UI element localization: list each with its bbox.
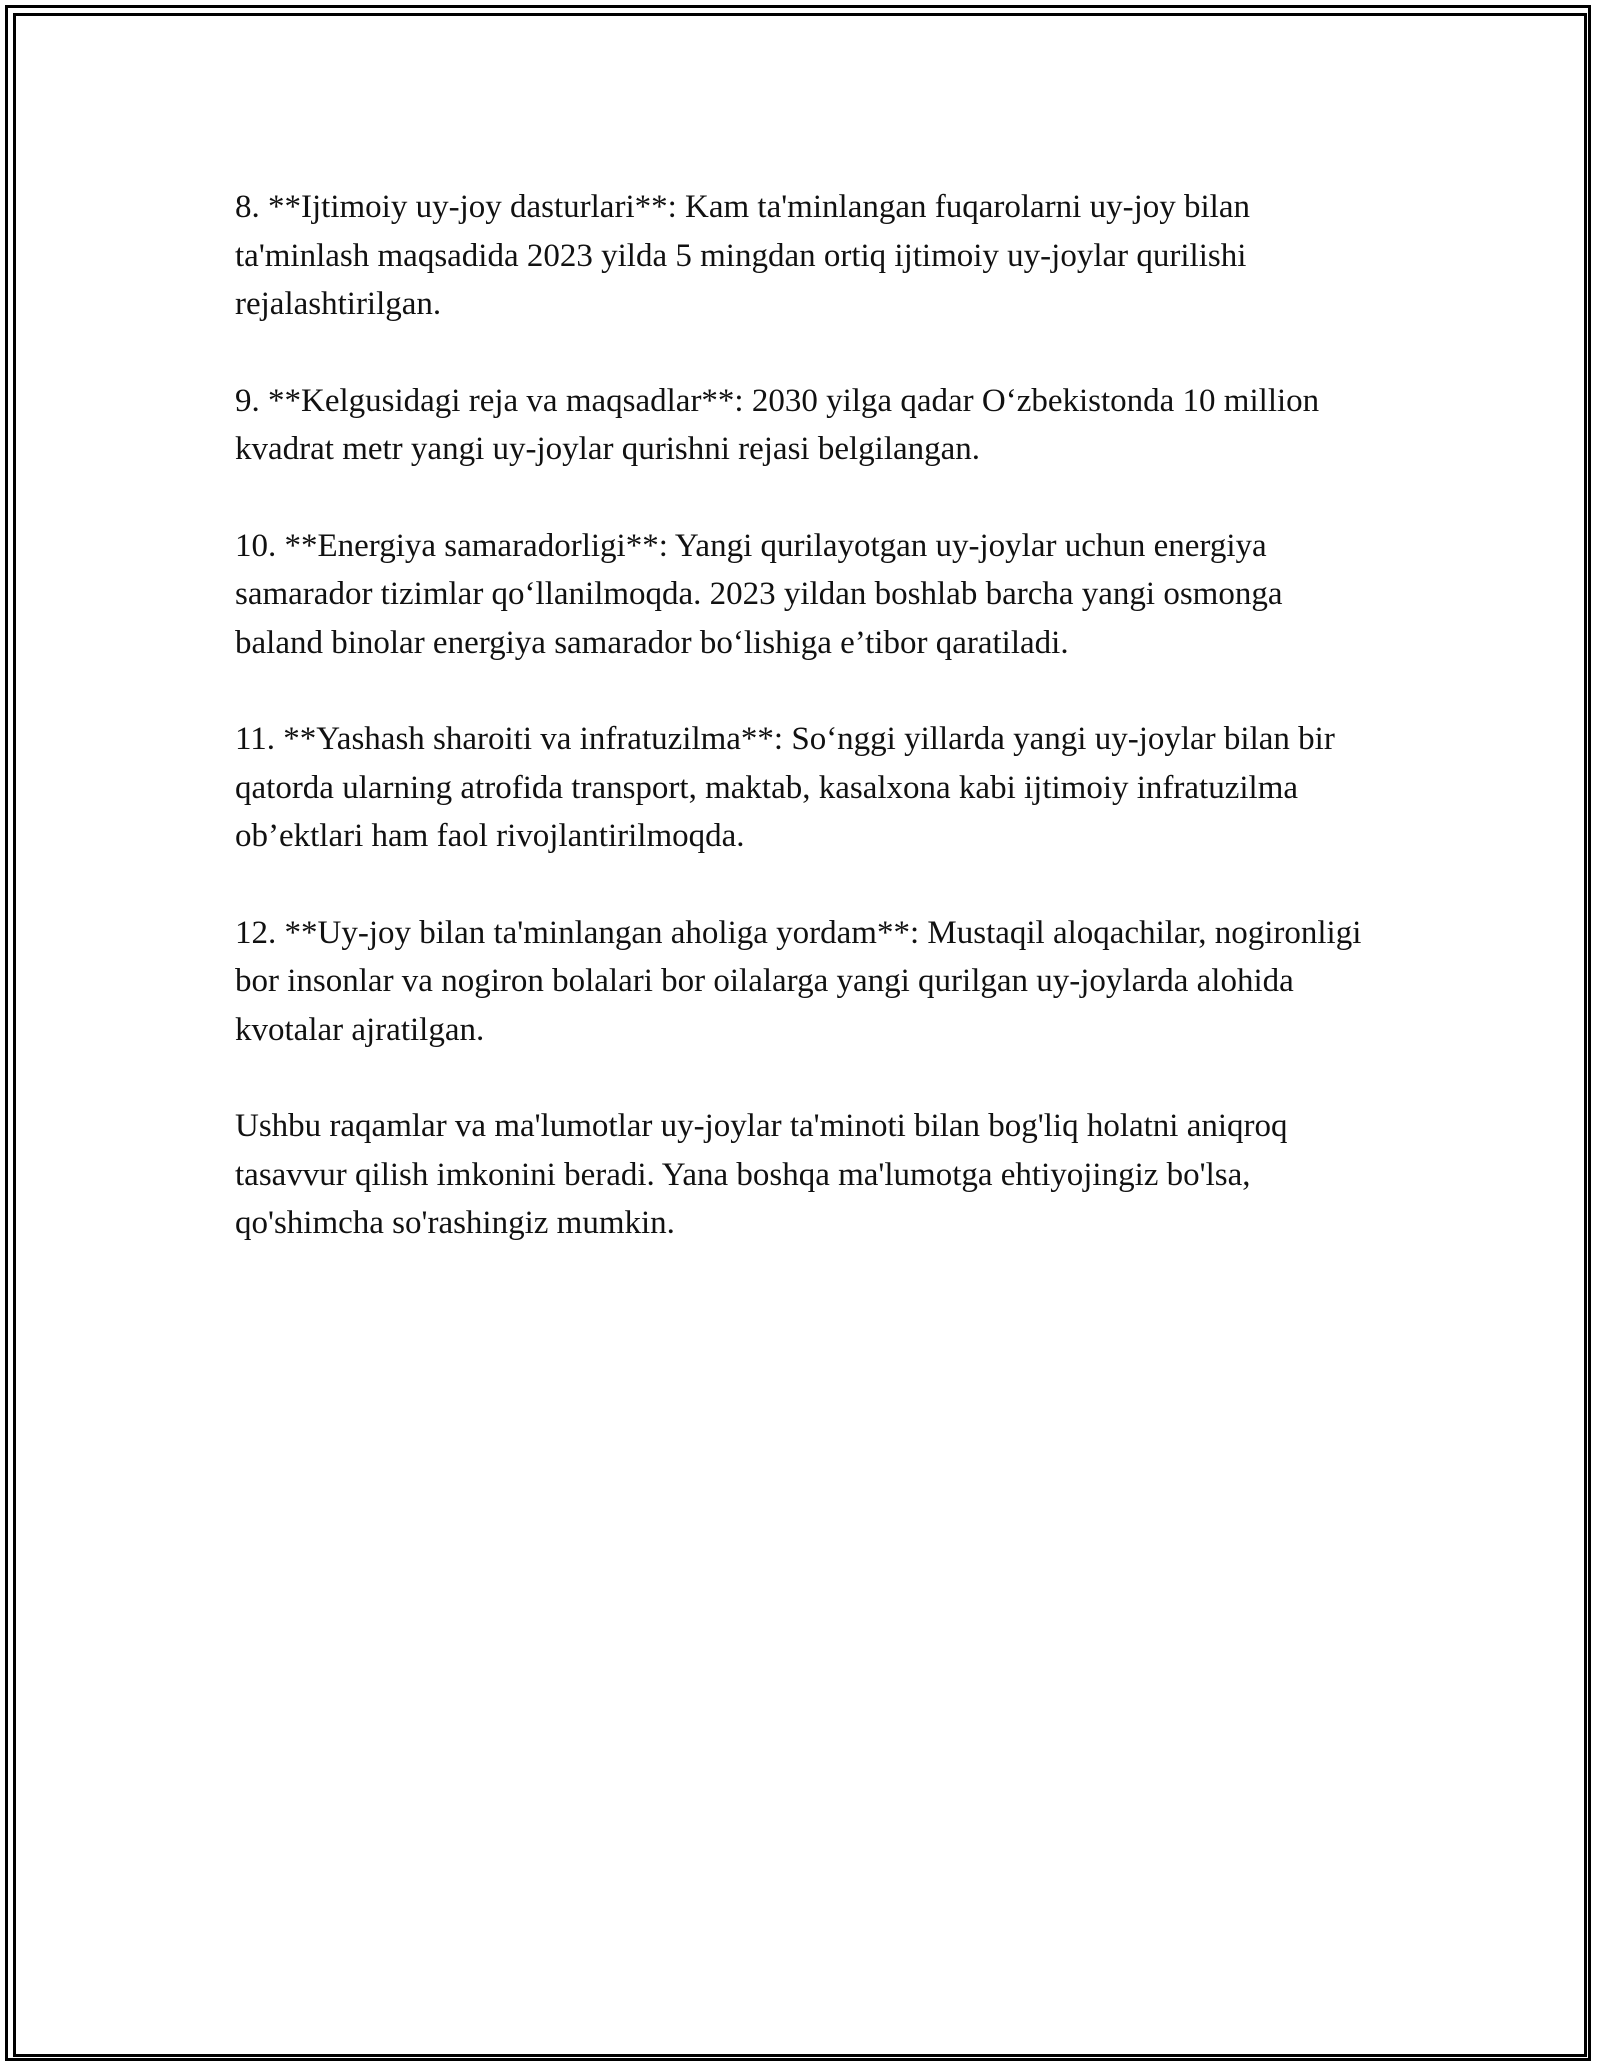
paragraph-item-11: 11. **Yashash sharoiti va infratuzilma**: So‘nggi yillarda yangi uy-joylar bilan bir qatorda ularning atrofida transport, maktab, kasalxona kabi ijtimoiy infratuzilma ob’ektlari ham faol rivojlantirilmoqda. (235, 721, 1335, 854)
paragraph-item-10: 10. **Energiya samaradorligi**: Yangi qurilayotgan uy-joylar uchun energiya samarador tizimlar qo‘llanilmoqda. 2023 yildan boshlab barcha yangi osmonga baland binolar energiya samarador bo‘lishiga e’tibor qaratiladi. (235, 527, 1283, 661)
document-body (235, 183, 1370, 1296)
paragraph-item-8: 8. **Ijtimoiy uy-joy dasturlari**: Kam ta'minlangan fuqarolarni uy-joy bilan ta'minlash maqsadida 2023 yilda 5 mingdan ortiq ijtimoiy uy-joylar qurilishi rejalashtirilgan. (235, 189, 1250, 322)
closing-paragraph: Ushbu raqamlar va ma'lumotlar uy-joylar ta'minoti bilan bog'liq holatni aniqroq tasavvur qilish imkonini beradi. Yana boshqa ma'lumotga ehtiyojingiz bo'lsa, qo'shimcha so'rashingiz mumkin. (235, 1108, 1288, 1241)
paragraph-item-9: 9. **Kelgusidagi reja va maqsadlar**: 2030 yilga qadar O‘zbekistonda 10 million kvadrat metr yangi uy-joylar qurishni rejasi belgilangan. (235, 382, 1320, 467)
paragraph-item-12: 12. **Uy-joy bilan ta'minlangan aholiga yordam**: Mustaqil aloqachilar, nogironligi bor insonlar va nogiron bolalari bor oilalarga yangi qurilgan uy-joylarda alohida kvotalar ajratilgan. (235, 914, 1362, 1048)
